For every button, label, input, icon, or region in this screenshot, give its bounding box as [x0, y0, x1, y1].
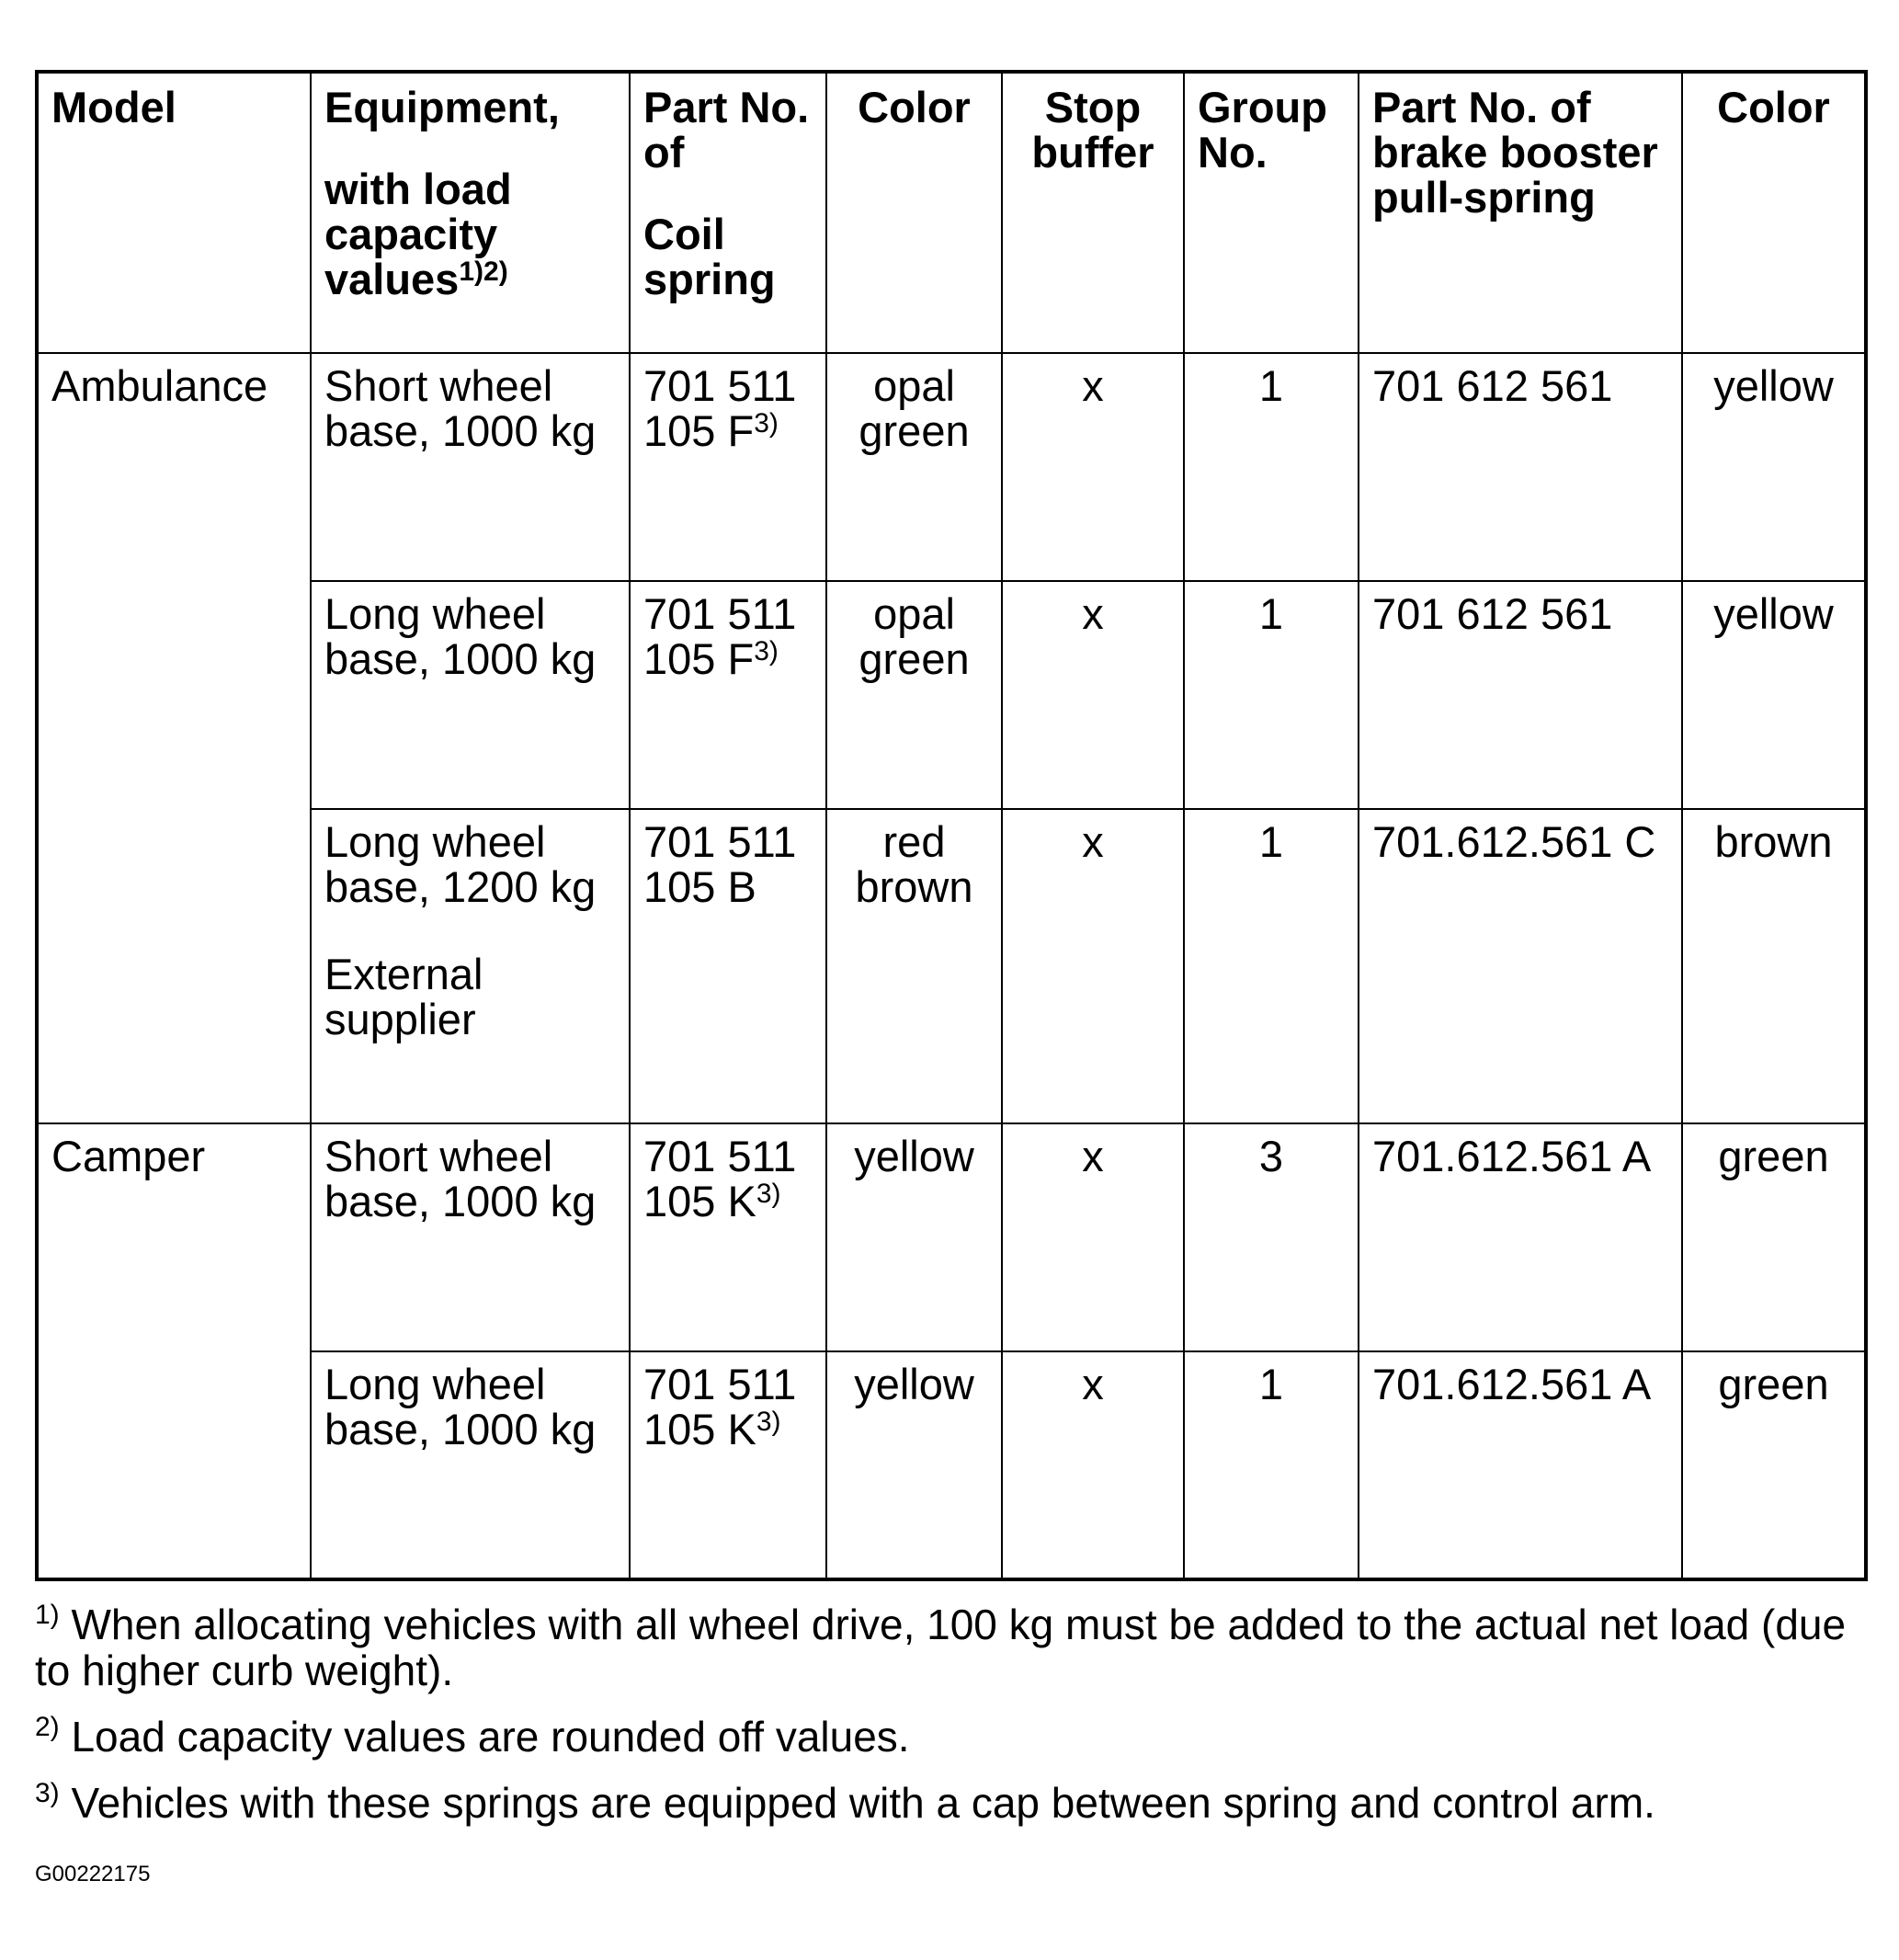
cell-stop-buffer: x: [1002, 1123, 1184, 1351]
footnote-3: [35, 1780, 1864, 1826]
cell-part-no: [630, 809, 826, 1123]
header-group-no: Group No.: [1184, 72, 1359, 353]
footnote-mark: 3): [754, 408, 779, 439]
header-color: Color: [826, 72, 1002, 353]
cell-group-no: 1: [1184, 1351, 1359, 1579]
header-model: Model: [37, 72, 311, 353]
cell-group-no: 1: [1184, 353, 1359, 581]
header-row: [37, 72, 1866, 353]
figure-code: G00222175: [35, 1862, 151, 1886]
part-number: 701 511 105 K: [643, 1132, 797, 1225]
cell-equipment: Short wheel base, 1000 kg: [311, 1123, 630, 1351]
header-part-line1: Part No. of: [643, 83, 810, 177]
header-booster-color: Color: [1682, 72, 1866, 353]
table-row: [37, 581, 1866, 809]
footnote-2: [35, 1714, 1864, 1760]
footnote-mark: 1): [35, 1600, 60, 1630]
footnote-mark: 3): [756, 1407, 781, 1437]
part-number: 701 511 105 F: [643, 589, 797, 683]
table-row: [37, 1351, 1866, 1579]
coil-spring-table: [35, 70, 1868, 1581]
part-number: 701 511 105 K: [643, 1360, 797, 1453]
cell-equipment: Long wheel base, 1000 kg: [311, 581, 630, 809]
equipment-extra-text: External supplier: [324, 950, 483, 1043]
cell-booster-part: 701.612.561 A: [1359, 1123, 1682, 1351]
footnotes: [35, 1601, 1864, 1826]
cell-booster-color: yellow: [1682, 353, 1866, 581]
footnote-mark: 3): [756, 1179, 781, 1209]
footnote-text: When allocating vehicles with all wheel drive, 100 kg must be added to the actual net load (due to higher curb weight).: [35, 1601, 1847, 1694]
cell-booster-color: brown: [1682, 809, 1866, 1123]
cell-stop-buffer: x: [1002, 1351, 1184, 1579]
document-page: [35, 70, 1864, 1846]
cell-equipment: [311, 809, 630, 1123]
cell-color: yellow: [826, 1351, 1002, 1579]
table-row: [37, 809, 1866, 1123]
header-equipment-line2: with load capacity values: [324, 165, 512, 303]
cell-booster-color: green: [1682, 1123, 1866, 1351]
cell-group-no: 1: [1184, 581, 1359, 809]
cell-color: red brown: [826, 809, 1002, 1123]
header-equipment-line1: Equipment,: [324, 83, 560, 131]
footnote-text: Load capacity values are rounded off values.: [71, 1713, 910, 1761]
footnote-text: Vehicles with these springs are equipped with a cap between spring and control arm.: [71, 1779, 1655, 1827]
cell-color: opal green: [826, 353, 1002, 581]
cell-booster-part: 701 612 561: [1359, 353, 1682, 581]
footnote-mark: 3): [35, 1778, 60, 1808]
cell-part-no: [630, 1123, 826, 1351]
cell-booster-color: yellow: [1682, 581, 1866, 809]
cell-booster-part: 701 612 561: [1359, 581, 1682, 809]
cell-color: yellow: [826, 1123, 1002, 1351]
cell-group-no: 1: [1184, 809, 1359, 1123]
cell-booster-color: green: [1682, 1351, 1866, 1579]
equipment-text: Long wheel base, 1200 kg: [324, 817, 597, 911]
cell-part-no: [630, 353, 826, 581]
cell-model: Camper: [37, 1123, 311, 1579]
footnote-mark: 3): [754, 636, 779, 667]
cell-part-no: [630, 581, 826, 809]
cell-equipment: Long wheel base, 1000 kg: [311, 1351, 630, 1579]
part-number: 701 511 105 F: [643, 361, 797, 455]
cell-color: opal green: [826, 581, 1002, 809]
cell-booster-part: 701.612.561 C: [1359, 809, 1682, 1123]
cell-equipment: Short wheel base, 1000 kg: [311, 353, 630, 581]
header-booster-part: Part No. of brake booster pull-spring: [1359, 72, 1682, 353]
part-number: 701 511 105 B: [643, 817, 797, 911]
header-equipment-footnote-mark: 1)2): [459, 256, 508, 287]
cell-part-no: [630, 1351, 826, 1579]
cell-stop-buffer: x: [1002, 353, 1184, 581]
header-equipment: [311, 72, 630, 353]
cell-stop-buffer: x: [1002, 809, 1184, 1123]
cell-group-no: 3: [1184, 1123, 1359, 1351]
header-stop-buffer: Stop buffer: [1002, 72, 1184, 353]
footnote-mark: 2): [35, 1712, 60, 1742]
cell-model: Ambulance: [37, 353, 311, 1123]
cell-stop-buffer: x: [1002, 581, 1184, 809]
footnote-1: [35, 1601, 1864, 1693]
table-row: [37, 353, 1866, 581]
table-row: [37, 1123, 1866, 1351]
header-part-no: [630, 72, 826, 353]
cell-booster-part: 701.612.561 A: [1359, 1351, 1682, 1579]
header-part-line2: Coil spring: [643, 210, 776, 303]
